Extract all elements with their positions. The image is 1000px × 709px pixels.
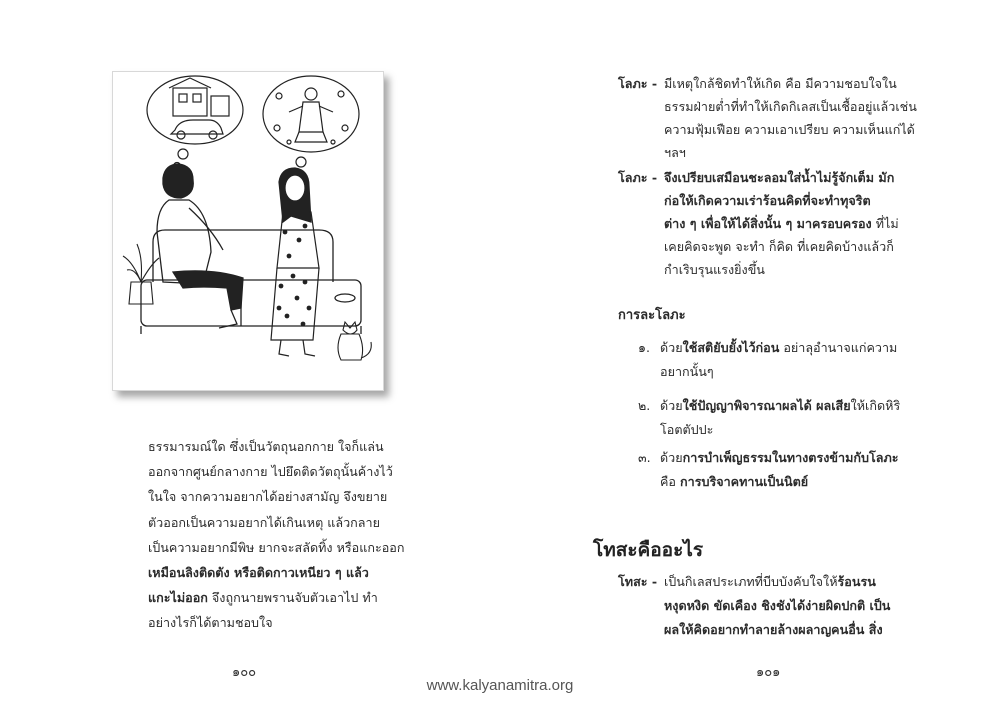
text-segment: ด้วย	[660, 340, 683, 355]
text-line	[664, 141, 934, 164]
list-item-text	[660, 394, 930, 442]
text-line	[664, 118, 934, 141]
text-line	[660, 360, 930, 384]
text-segment: ในใจ จากความอยากได้อย่างสามัญ จึงขยาย	[148, 489, 388, 505]
definition-term: โลภะ -	[618, 170, 658, 185]
list-item-number: ๑.	[638, 340, 650, 355]
text-segment: ฯลฯ	[664, 145, 686, 160]
text-segment: ด้วย	[660, 398, 683, 413]
text-segment: ความฟุ้มเฟือย ความเอาเปรียบ ความเห็นแก่ได้	[664, 122, 915, 137]
text-segment: อย่างไรก็ได้ตามชอบใจ	[148, 615, 273, 631]
section-heading: โทสะคืออะไร	[593, 539, 704, 561]
bold-text: การบริจาคทานเป็นนิตย์	[680, 474, 809, 489]
section-title: การละโลภะ	[618, 308, 686, 323]
bold-text: แกะไม่ออก	[148, 590, 208, 606]
text-segment: อยากนั้นๆ	[660, 364, 714, 379]
text-line	[664, 258, 934, 281]
text-line	[664, 594, 934, 618]
footer-url[interactable]: www.kalyanamitra.org	[426, 677, 574, 694]
text-line	[148, 585, 416, 610]
list-item-text	[660, 336, 930, 384]
list-item-text	[660, 446, 930, 494]
text-line	[664, 166, 934, 189]
text-segment: ที่ไม่	[871, 216, 899, 231]
text-line	[148, 560, 416, 585]
definition-body	[664, 72, 934, 164]
bold-text: จึงเปรียบเสมือนชะลอมใส่น้ำไม่รู้จักเต็ม มัก	[664, 170, 895, 185]
text-line	[664, 95, 934, 118]
text-line	[660, 418, 930, 442]
text-segment: ธรรมารมณ์ใด ซึ่งเป็นวัตถุนอกกาย ใจก็แล่น	[148, 439, 384, 454]
bold-text: ต่าง ๆ เพื่อให้ได้สิ่งนั้น ๆ มาครอบครอง	[664, 216, 872, 231]
text-segment: ตัวออกเป็นความอยากได้เกินเหตุ แล้วกลาย	[148, 514, 380, 530]
right-page	[500, 0, 1000, 709]
bold-text: ผลให้คิดอยากทำลายล้างผลาญคนอื่น สิ่ง	[664, 622, 883, 637]
text-segment: ออกจากศูนย์กลางกาย ไปยึดติดวัตถุนั้นค้างไว้	[148, 464, 393, 480]
bold-text: ใช้ปัญญาพิจารณาผลได้ ผลเสีย	[682, 398, 851, 413]
definition-term: โลภะ -	[618, 76, 658, 91]
text-line	[148, 535, 416, 560]
bold-text: ใช้สติยับยั้งไว้ก่อน	[682, 340, 780, 355]
definition-term: โทสะ -	[618, 574, 658, 589]
bold-text: ร้อนรน	[837, 574, 876, 589]
bold-text: การบำเพ็ญธรรมในทางตรงข้ามกับโลภะ	[682, 450, 899, 465]
text-line	[148, 484, 416, 509]
text-line	[664, 72, 934, 95]
text-line	[148, 434, 416, 459]
page-number-right: ๑๐๑	[756, 665, 781, 680]
text-segment: มีเหตุใกล้ชิดทำให้เกิด คือ มีความชอบใจใน	[664, 76, 897, 91]
text-line	[664, 212, 934, 235]
bold-text: ก่อให้เกิดความเร่าร้อนคิดที่จะทำทุจริต	[664, 193, 871, 208]
text-line	[664, 618, 934, 642]
text-segment: เป็นความอยากมีพิษ ยากจะสลัดทิ้ง หรือแกะออก	[148, 539, 405, 555]
text-line	[664, 189, 934, 212]
definition-body	[664, 570, 934, 642]
text-segment: กำเริบรุนแรงยิ่งขึ้น	[664, 262, 765, 277]
page-number-left: ๑๐๐	[232, 665, 257, 680]
text-segment: เป็นกิเลสประเภทที่บีบบังคับใจให้	[664, 574, 838, 589]
text-line	[660, 394, 930, 418]
text-segment: เคยคิดจะพูด จะทำ ก็คิด ที่เคยคิดบ้างแล้วก็	[664, 239, 894, 254]
text-segment: ให้เกิดหิริ	[850, 398, 901, 413]
text-line	[664, 570, 934, 594]
text-segment: ด้วย	[660, 450, 683, 465]
definition-body	[664, 166, 934, 281]
text-line	[148, 610, 416, 635]
text-line	[660, 470, 930, 494]
bold-text: หงุดหงิด ขัดเคือง ชิงชังได้ง่ายผิดปกติ เป็น	[664, 598, 891, 613]
text-line	[148, 459, 416, 484]
text-segment: อย่าลุอำนาจแก่ความ	[779, 340, 898, 355]
text-segment: โอตตัปปะ	[660, 422, 714, 437]
left-paragraph	[148, 434, 416, 636]
list-item-number: ๓.	[638, 450, 651, 465]
text-line	[148, 510, 416, 535]
text-segment: คือ	[660, 474, 680, 489]
text-segment: จึงถูกนายพรานจับตัวเอาไป ทำ	[207, 590, 378, 606]
list-item-number: ๒.	[638, 398, 651, 413]
text-line	[660, 446, 930, 470]
text-line	[664, 235, 934, 258]
text-line	[660, 336, 930, 360]
bold-text: เหมือนลิงติดตัง หรือติดกาวเหนียว ๆ แล้ว	[148, 565, 369, 581]
couple-sofa-drawing	[113, 72, 383, 390]
text-segment: ธรรมฝ่ายต่ำที่ทำให้เกิดกิเลสเป็นเชื้ออยู่แล้วเช่น	[664, 99, 917, 114]
cartoon-illustration	[112, 71, 384, 391]
